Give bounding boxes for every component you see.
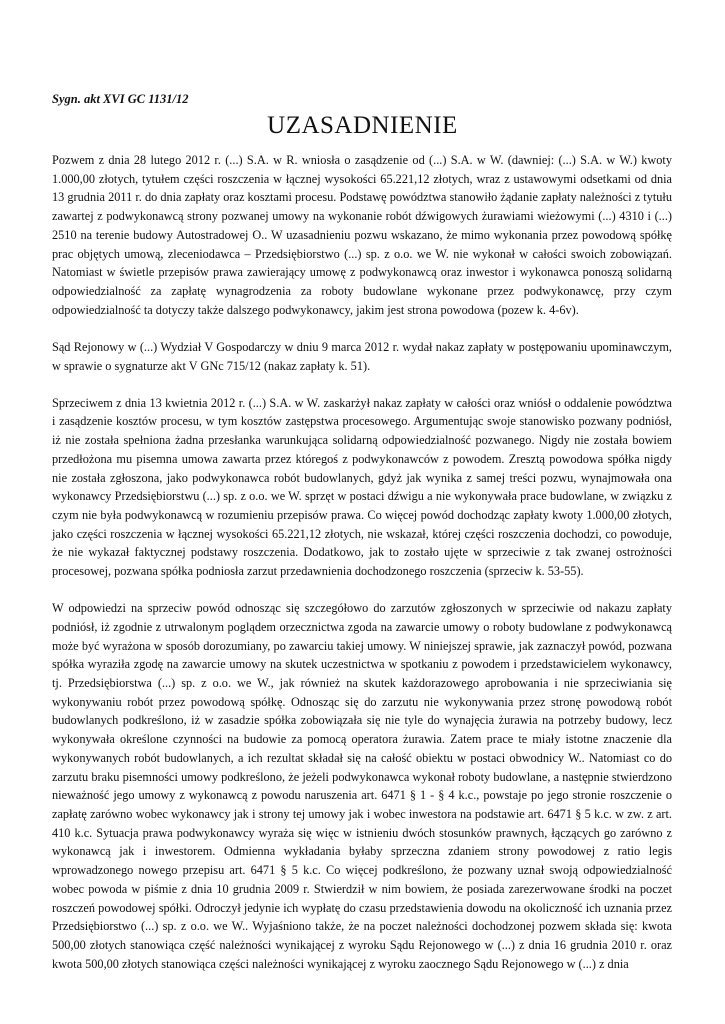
paragraph-1: Pozwem z dnia 28 lutego 2012 r. (...) S.A. w R. wniosła o zasądzenie od (...) S.A. w W. (dawniej: (...) S.A. w W.) kwoty 1.000,00 złotych, tytułem części roszczenia w łącznej wysokości 65.221,12 złotych, wraz z ustawowymi odsetkami od dnia 13 grudnia 2011 r. do dnia zapłaty oraz kosztami procesu. Podstawę powództwa stanowiło żądanie zapłaty należności z tytułu zawartej z podwykonawcą strony pozwanej umowy na wykonanie robót dźwigowych żurawiami wieżowymi (...) 4310 i (...) 2510 na terenie budowy Autostradowej O.. W uzasadnieniu pozwu wskazano, że mimo wykonania przez powodową spółkę prac objętych umową, zleceniodawca – Przedsiębiorstwo (...) sp. z o.o. we W. nie wykonał w całości swoich zobowiązań. Natomiast w świetle przepisów prawa zawierający umowę z podwykonawcą oraz inwestor i wykonawca ponoszą solidarną odpowiedzialność za zapłatę wynagrodzenia za roboty budowlane wykonane przez podwykonawcę, przy czym odpowiedzialność ta dotyczy także dalszego podwykonawcy, jakim jest strona powodowa (pozew k. 4-6v). (52, 153, 672, 317)
paragraph-4: W odpowiedzi na sprzeciw powód odnosząc się szczegółowo do zarzutów zgłoszonych w sprzeciwie od nakazu zapłaty podniósł, iż zgodnie z utrwalonym poglądem orzecznictwa zgoda na zawarcie umowy o roboty budowlane z podwykonawcą może być wyrażona w sposób dorozumiany, po zawarciu takiej umowy. W niniejszej sprawie, jak zaznaczył powód, pozwana spółka wyraziła zgodę na zawarcie umowy na skutek uczestnictwa w spotkaniu z powodem i przedstawicielem wykonawcy, tj. Przedsiębiorstwa (...) sp. z o.o. we W., jak również na skutek każdorazowego aprobowania i nie sprzeciwiania się wykonywaniu robót przez powodową spółkę. Odnosząc się do zarzutu nie wykonywania przez stronę powodową robót budowlanych podkreślono, iż w zasadzie spółka zobowiązała się nie tyle do wynajęcia żurawia na potrzeby budowy, lecz wykonywała określone czynności na budowie za pomocą operatora żurawia. Zatem prace te miały istotne znaczenie dla wykonywanych robót budowlanych, a ich rezultat składał się na całość obiektu w postaci obwodnicy W.. Natomiast co do zarzutu braku pisemności umowy podkreślono, że jeżeli podwykonawca wykonał roboty budowlane, a następnie stwierdzono nieważność jego umowy z wykonawcą z powodu naruszenia art. 6471 § 1 - § 4 k.c., powstaje po jego stronie roszczenie o zapłatę zarówno wobec wykonawcy jak i strony tej umowy jak i wobec inwestora na podstawie art. 6471 § 5 k.c. w zw. z art. 410 k.c. Sytuacja prawa podwykonawcy wyraża się więc w istnieniu dwóch stosunków prawnych, łączących go zarówno z wykonawcą jak i inwestorem. Odmienna wykładania byłaby sprzeczna zdaniem strony powodowej z ratio legis wprowadzonego nowego przepisu art. 6471 § 5 k.c. Co więcej podkreślono, że pozwany uznał swoją odpowiedzialność wobec powoda w piśmie z dnia 10 grudnia 2009 r. Stwierdził w nim bowiem, że posiada zarezerwowane środki na poczet roszczeń powodowej spółki. Odroczył jedynie ich wypłatę do czasu przedstawienia dowodu na okoliczność ich uznania przez Przedsiębiorstwo (...) sp. z o.o. we W.. Wyjaśniono także, że na poczet należności dochodzonej pozwem składa się: kwota 500,00 złotych stanowiąca część należności wynikającej z wyroku Sądu Rejonowego w (...) z dnia 16 grudnia 2010 r. oraz kwota 500,00 złotych stanowiąca części należności wynikającej z wyroku zaocznego Sądu Rejonowego w (...) z dnia (52, 601, 672, 971)
paragraph-3: Sprzeciwem z dnia 13 kwietnia 2012 r. (...) S.A. w W. zaskarżył nakaz zapłaty w całości oraz wniósł o oddalenie powództwa i zasądzenie kosztów procesu, w tym kosztów zastępstwa procesowego. Argumentując swoje stanowisko pozwany podniósł, iż nie została spełniona żadna przesłanka warunkująca solidarną odpowiedzialność pozwanego. Nigdy nie została bowiem przedłożona mu pisemna umowa zawarta przez któregoś z podwykonawców z powodem. Zresztą powodowa spółka nigdy nie została zgłoszona, jako podwykonawca robót budowlanych, gdyż jak wynika z samej treści pozwu, wynajmowała ona wykonawcy Przedsiębiorstwu (...) sp. z o.o. we W. sprzęt w postaci dźwigu a nie wykonywała prace budowlane, w związku z czym nie była podwykonawcą w rozumieniu przepisów prawa. Co więcej powód dochodząc zapłaty kwoty 1.000,00 złotych, jako części roszczenia w łącznej wysokości 65.221,12 złotych, nie wskazał, której części roszczenia dochodzi, co powoduje, że nie wykazał faktycznej podstawy roszczenia. Dodatkowo, jak to zostało ujęte w sprzeciwie z tak zwanej ostrożności procesowej, pozwana spółka podniosła zarzut przedawnienia dochodzonego roszczenia (sprzeciw k. 53-55). (52, 395, 672, 579)
case-signature: Sygn. akt XVI GC 1131/12 (52, 92, 189, 106)
document-body (52, 151, 672, 992)
paragraph-2: Sąd Rejonowy w (...) Wydział V Gospodarczy w dniu 9 marca 2012 r. wydał nakaz zapłaty w postępowaniu upominawczym, w sprawie o sygnaturze akt V GNc 715/12 (nakaz zapłaty k. 51). (52, 339, 672, 373)
document-title: UZASADNIENIE (267, 112, 458, 139)
